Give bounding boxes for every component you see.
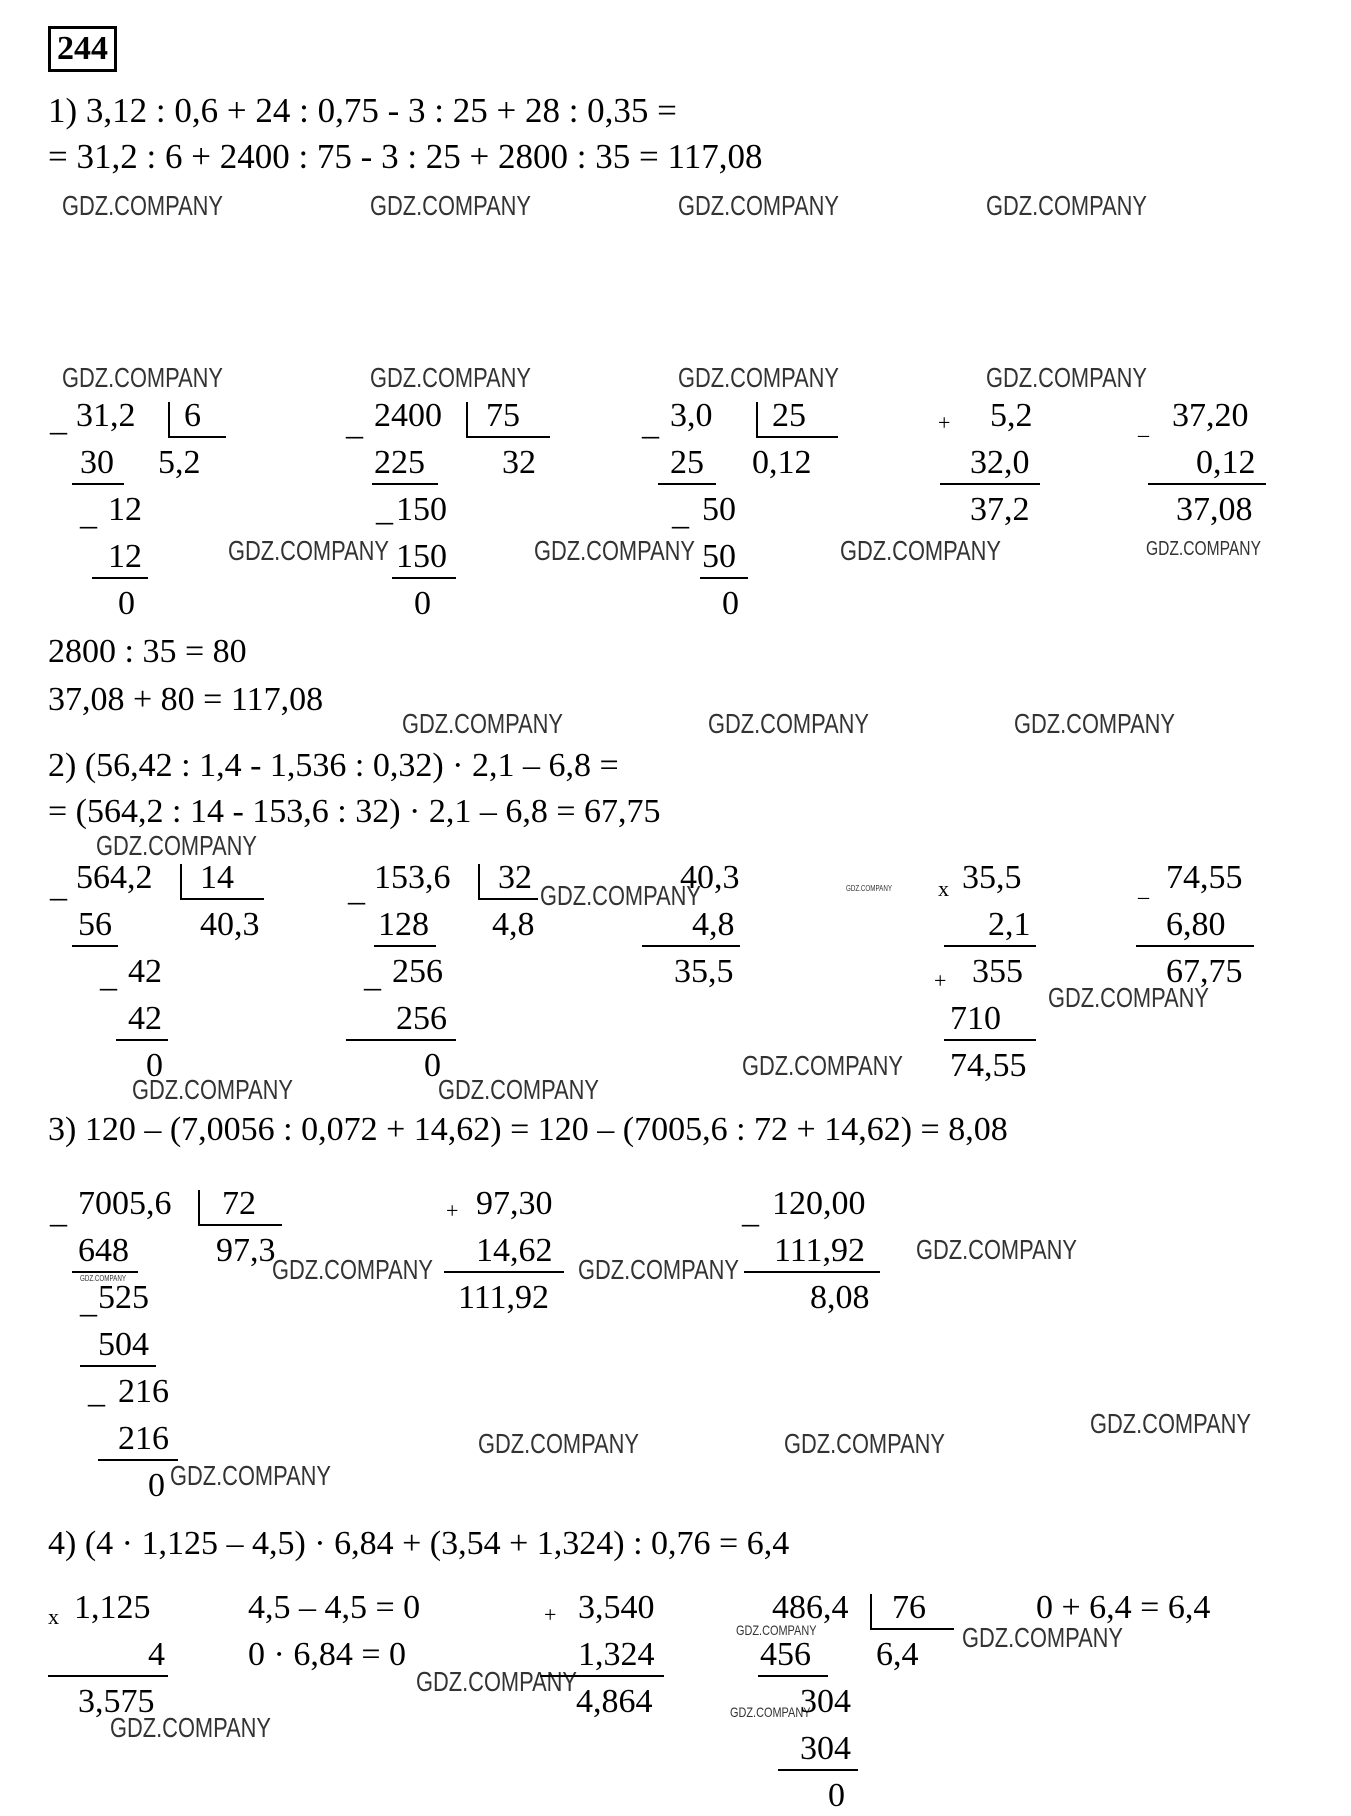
minus-sign: _ xyxy=(742,1193,759,1230)
difference: 8,08 xyxy=(810,1279,870,1316)
remainder: 0 xyxy=(146,1047,163,1084)
remainder: 0 xyxy=(722,585,739,622)
dividend: 31,2 xyxy=(76,397,136,434)
remainder: 0 xyxy=(828,1777,845,1814)
remainder: 50 xyxy=(702,491,736,528)
minus-sign: _ xyxy=(364,957,381,994)
watermark: GDZ.COMPANY xyxy=(62,190,223,221)
watermark: GDZ.COMPANY xyxy=(986,190,1147,221)
watermark: GDZ.COMPANY xyxy=(578,1254,739,1285)
subtrahend: 0,12 xyxy=(1196,444,1256,481)
watermark: GDZ.COMPANY xyxy=(416,1666,577,1697)
watermark: GDZ.COMPANY xyxy=(370,190,531,221)
subtrahend: 12 xyxy=(108,538,142,575)
dividend: 564,2 xyxy=(76,859,153,896)
minus-sign: _ xyxy=(50,401,67,438)
watermark: GDZ.COMPANY xyxy=(96,830,257,861)
subtrahend: 56 xyxy=(78,906,112,943)
minus-sign: _ xyxy=(346,405,363,442)
remainder: 0 xyxy=(414,585,431,622)
subtrahend: 456 xyxy=(760,1636,811,1673)
quotient: 6,4 xyxy=(876,1636,919,1673)
p1-line2: = 31,2 : 6 + 2400 : 75 - 3 : 25 + 2800 : 35 = 117,08 xyxy=(48,137,763,176)
minus-sign: _ xyxy=(1138,414,1149,439)
watermark: GDZ.COMPANY xyxy=(534,535,695,566)
subtrahend: 4,8 xyxy=(692,906,735,943)
remainder: 150 xyxy=(396,491,447,528)
minus-sign: _ xyxy=(50,1193,67,1230)
dividend: 486,4 xyxy=(772,1589,849,1626)
minuend: 74,55 xyxy=(1166,859,1243,896)
p1-eq1: 2800 : 35 = 80 xyxy=(48,633,247,670)
watermark: GDZ.COMPANY xyxy=(438,1074,599,1105)
minus-sign: _ xyxy=(376,491,393,528)
watermark: GDZ.COMPANY xyxy=(110,1712,271,1743)
watermark: GDZ.COMPANY xyxy=(730,1704,811,1720)
minuend: 37,20 xyxy=(1172,397,1249,434)
remainder: 0 xyxy=(148,1467,165,1504)
addend: 32,0 xyxy=(970,444,1030,481)
p4-line1: 4) (4 · 1,125 – 4,5) · 6,84 + (3,54 + 1,324) : 0,76 = 6,4 xyxy=(48,1525,790,1562)
dividend: 2400 xyxy=(374,397,442,434)
watermark: GDZ.COMPANY xyxy=(840,535,1001,566)
difference: 35,5 xyxy=(674,953,734,990)
plus-sign: + xyxy=(544,1602,557,1627)
watermark: GDZ.COMPANY xyxy=(1146,538,1261,560)
subtrahend: 504 xyxy=(98,1326,149,1363)
subtrahend: 25 xyxy=(670,444,704,481)
quotient: 4,8 xyxy=(492,906,535,943)
watermark: GDZ.COMPANY xyxy=(478,1428,639,1459)
quotient: 5,2 xyxy=(158,444,201,481)
subtrahend: 42 xyxy=(128,1000,162,1037)
addend: 1,324 xyxy=(578,1636,655,1673)
remainder: 304 xyxy=(800,1683,851,1720)
watermark: GDZ.COMPANY xyxy=(1090,1408,1251,1439)
watermark: GDZ.COMPANY xyxy=(62,362,223,393)
times-sign: x xyxy=(938,876,949,901)
watermark: GDZ.COMPANY xyxy=(228,535,389,566)
factor: 2,1 xyxy=(988,906,1031,943)
sum: 37,2 xyxy=(970,491,1030,528)
p4-eq2: 0 · 6,84 = 0 xyxy=(248,1636,406,1673)
subtrahend: 50 xyxy=(702,538,736,575)
divisor: 14 xyxy=(200,859,234,896)
sum: 4,864 xyxy=(576,1683,653,1720)
quotient: 97,3 xyxy=(216,1232,276,1269)
partial-product: 355 xyxy=(972,953,1023,990)
divisor: 25 xyxy=(772,397,806,434)
minuend: 40,3 xyxy=(680,859,740,896)
sum: 111,92 xyxy=(458,1279,549,1316)
remainder: 216 xyxy=(118,1373,169,1410)
minus-sign: _ xyxy=(1138,876,1149,901)
watermark: GDZ.COMPANY xyxy=(272,1254,433,1285)
watermark: GDZ.COMPANY xyxy=(132,1074,293,1105)
remainder: 525 xyxy=(98,1279,149,1316)
p1-line1: 1) 3,12 : 0,6 + 24 : 0,75 - 3 : 25 + 28 : 0,35 = xyxy=(48,91,677,130)
remainder: 0 xyxy=(118,585,135,622)
subtrahend: 6,80 xyxy=(1166,906,1226,943)
divisor: 32 xyxy=(498,859,532,896)
watermark: GDZ.COMPANY xyxy=(708,708,869,739)
subtrahend: 225 xyxy=(374,444,425,481)
watermark: GDZ.COMPANY xyxy=(678,190,839,221)
watermark: GDZ.COMPANY xyxy=(1014,708,1175,739)
minus-sign: _ xyxy=(80,495,97,532)
watermark: GDZ.COMPANY xyxy=(742,1050,903,1081)
factor: 35,5 xyxy=(962,859,1022,896)
watermark: GDZ.COMPANY xyxy=(916,1234,1077,1265)
problem-number: 244 xyxy=(48,26,117,72)
watermark: GDZ.COMPANY xyxy=(170,1460,331,1491)
minus-sign: _ xyxy=(80,1283,97,1320)
remainder: 12 xyxy=(108,491,142,528)
minuend: 120,00 xyxy=(772,1185,866,1222)
addend: 14,62 xyxy=(476,1232,553,1269)
plus-sign: + xyxy=(446,1198,459,1223)
p2-line1: 2) (56,42 : 1,4 - 1,536 : 0,32) · 2,1 – 6,8 = xyxy=(48,747,619,784)
watermark: GDZ.COMPANY xyxy=(846,884,892,893)
p4-eq3: 0 + 6,4 = 6,4 xyxy=(1036,1589,1211,1626)
remainder: 256 xyxy=(392,953,443,990)
watermark: GDZ.COMPANY xyxy=(80,1274,126,1283)
watermark: GDZ.COMPANY xyxy=(1048,982,1209,1013)
watermark: GDZ.COMPANY xyxy=(986,362,1147,393)
addend: 5,2 xyxy=(990,397,1033,434)
remainder: 42 xyxy=(128,953,162,990)
subtrahend: 150 xyxy=(396,538,447,575)
remainder: 0 xyxy=(424,1047,441,1084)
factor: 4 xyxy=(148,1636,165,1673)
subtrahend: 304 xyxy=(800,1730,851,1767)
subtrahend: 216 xyxy=(118,1420,169,1457)
addend: 3,540 xyxy=(578,1589,655,1626)
times-sign: x xyxy=(48,1604,59,1629)
product: 3,575 xyxy=(78,1683,155,1720)
plus-sign: + xyxy=(934,968,947,993)
minus-sign: _ xyxy=(88,1373,105,1410)
subtrahend: 111,92 xyxy=(774,1232,865,1269)
quotient: 40,3 xyxy=(200,906,260,943)
watermark: GDZ.COMPANY xyxy=(962,1622,1123,1653)
subtrahend: 256 xyxy=(396,1000,447,1037)
p3-line1: 3) 120 – (7,0056 : 0,072 + 14,62) = 120 – (7005,6 : 72 + 14,62) = 8,08 xyxy=(48,1111,1008,1148)
minus-sign: _ xyxy=(672,495,689,532)
dividend: 7005,6 xyxy=(78,1185,172,1222)
divisor: 75 xyxy=(486,397,520,434)
plus-sign: + xyxy=(938,410,951,435)
minus-sign: _ xyxy=(348,871,365,908)
product: 74,55 xyxy=(950,1047,1027,1084)
partial-product: 710 xyxy=(950,1000,1001,1037)
divisor: 76 xyxy=(892,1589,926,1626)
factor: 1,125 xyxy=(74,1589,151,1626)
difference: 37,08 xyxy=(1176,491,1253,528)
difference: 67,75 xyxy=(1166,953,1243,990)
quotient: 32 xyxy=(502,444,536,481)
p2-line2: = (564,2 : 14 - 153,6 : 32) · 2,1 – 6,8 = 67,75 xyxy=(48,793,661,830)
p4-eq1: 4,5 – 4,5 = 0 xyxy=(248,1589,421,1626)
quotient: 0,12 xyxy=(752,444,812,481)
watermark: GDZ.COMPANY xyxy=(370,362,531,393)
watermark: GDZ.COMPANY xyxy=(540,880,701,911)
dividend: 153,6 xyxy=(374,859,451,896)
dividend: 3,0 xyxy=(670,397,713,434)
watermark: GDZ.COMPANY xyxy=(678,362,839,393)
divisor: 6 xyxy=(184,397,201,434)
watermark: GDZ.COMPANY xyxy=(402,708,563,739)
p1-eq2: 37,08 + 80 = 117,08 xyxy=(48,681,324,718)
watermark: GDZ.COMPANY xyxy=(784,1428,945,1459)
subtrahend: 128 xyxy=(378,906,429,943)
watermark: GDZ.COMPANY xyxy=(736,1622,817,1638)
minus-sign: _ xyxy=(642,405,659,442)
addend: 97,30 xyxy=(476,1185,553,1222)
minus-sign: _ xyxy=(100,957,117,994)
subtrahend: 648 xyxy=(78,1232,129,1269)
subtrahend: 30 xyxy=(80,444,114,481)
minus-sign: _ xyxy=(50,867,67,904)
divisor: 72 xyxy=(222,1185,256,1222)
